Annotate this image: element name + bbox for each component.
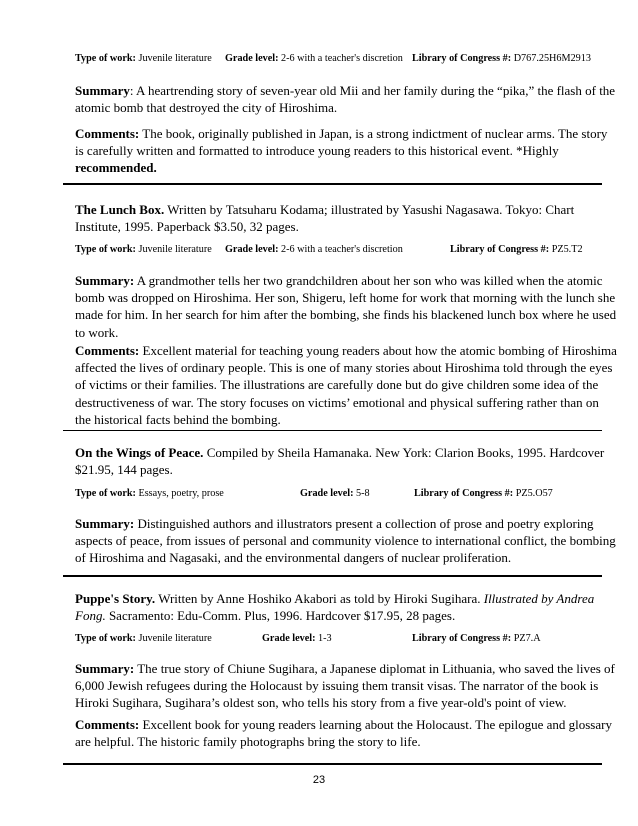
type-of-work: Type of work: Juvenile literature: [75, 244, 212, 255]
entry1-comments: Comments: The book, originally published in Japan, is a strong indictment of nuclear arms. The story is carefully written and formatted to introduce young readers to this historical event. *Highly recommended.: [75, 126, 608, 176]
library-of-congress: Library of Congress #: D767.25H6M2913: [412, 53, 591, 64]
entry4-comments: Comments: Excellent book for young readers learning about the Holocaust. The epilogue and glossary are helpful. The historic family photographs bring the story to life.: [75, 717, 612, 750]
book-title: Puppe's Story.: [75, 591, 156, 606]
section-divider: [63, 430, 602, 431]
entry4-citation: Puppe's Story. Written by Anne Hoshiko Akabori as told by Hiroki Sugihara. Illustrated by Andrea Fong. Sacramento: Edu-Comm. Plus, 1996. Hardcover $17.95, 28 pages.: [75, 591, 595, 624]
grade-level: Grade level: 2-6 with a teacher's discretion: [225, 244, 403, 255]
page-number: 23: [312, 774, 326, 786]
book-title: The Lunch Box.: [75, 202, 165, 217]
entry3-citation: On the Wings of Peace. Compiled by Sheila Hamanaka. New York: Clarion Books, 1995. Hardcover $21.95, 144 pages.: [75, 445, 605, 478]
entry3-summary: Summary: Distinguished authors and illustrators present a collection of prose and poetry exploring aspects of peace, from issues of personal and community violence to international conflict, the bombing of Hiroshima and Nagasaki, and the environmental dangers of nuclear proliferation.: [75, 516, 616, 566]
type-of-work: Type of work: Juvenile literature: [75, 53, 212, 64]
section-divider: [63, 575, 602, 577]
type-of-work: Type of work: Essays, poetry, prose: [75, 488, 224, 499]
library-of-congress: Library of Congress #: PZ7.A: [412, 633, 541, 644]
grade-level: Grade level: 1-3: [262, 633, 332, 644]
entry4-summary: Summary: The true story of Chiune Sugihara, a Japanese diplomat in Lithuania, who saved the lives of 6,000 Jewish refugees during the Holocaust by issuing them transit visas. The narrator of the book is Hiroki Sugihara, Sugihara’s oldest son, who tells his story from a five year-old's point of view.: [75, 661, 615, 711]
section-divider: [63, 763, 602, 765]
section-divider: [63, 183, 602, 185]
entry2-comments: Comments: Excellent material for teaching young readers about how the atomic bombing of Hiroshima affected the lives of ordinary people. This is one of many stories about Hiroshima told through the eyes of victims or their families. The illustrations are carefully done but do give children some idea of the destructiveness of war. The story focuses on victims’ emotional and physical suffering rather than on the historical facts behind the bombing.: [75, 343, 617, 427]
entry2-summary: Summary: A grandmother tells her two grandchildren about her son who was killed when the atomic bomb was dropped on Hiroshima. Her son, Shigeru, left home for work that morning with the lunch she made for him. In her search for him after the bombing, she finds his blackened lunch box where he used to work.: [75, 273, 617, 340]
entry1-summary: Summary: A heartrending story of seven-year old Mii and her family during the “pika,” the flash of the atomic bomb that destroyed the city of Hiroshima.: [75, 83, 616, 116]
library-of-congress: Library of Congress #: PZ5.T2: [450, 244, 583, 255]
book-title: On the Wings of Peace.: [75, 445, 204, 460]
entry2-citation: The Lunch Box. Written by Tatsuharu Kodama; illustrated by Yasushi Nagasawa. Tokyo: Chart Institute, 1995. Paperback $3.50, 32 pages.: [75, 202, 575, 235]
library-of-congress: Library of Congress #: PZ5.O57: [414, 488, 553, 499]
grade-level: Grade level: 5-8: [300, 488, 370, 499]
type-of-work: Type of work: Juvenile literature: [75, 633, 212, 644]
grade-level: Grade level: 2-6 with a teacher's discretion: [225, 53, 403, 64]
